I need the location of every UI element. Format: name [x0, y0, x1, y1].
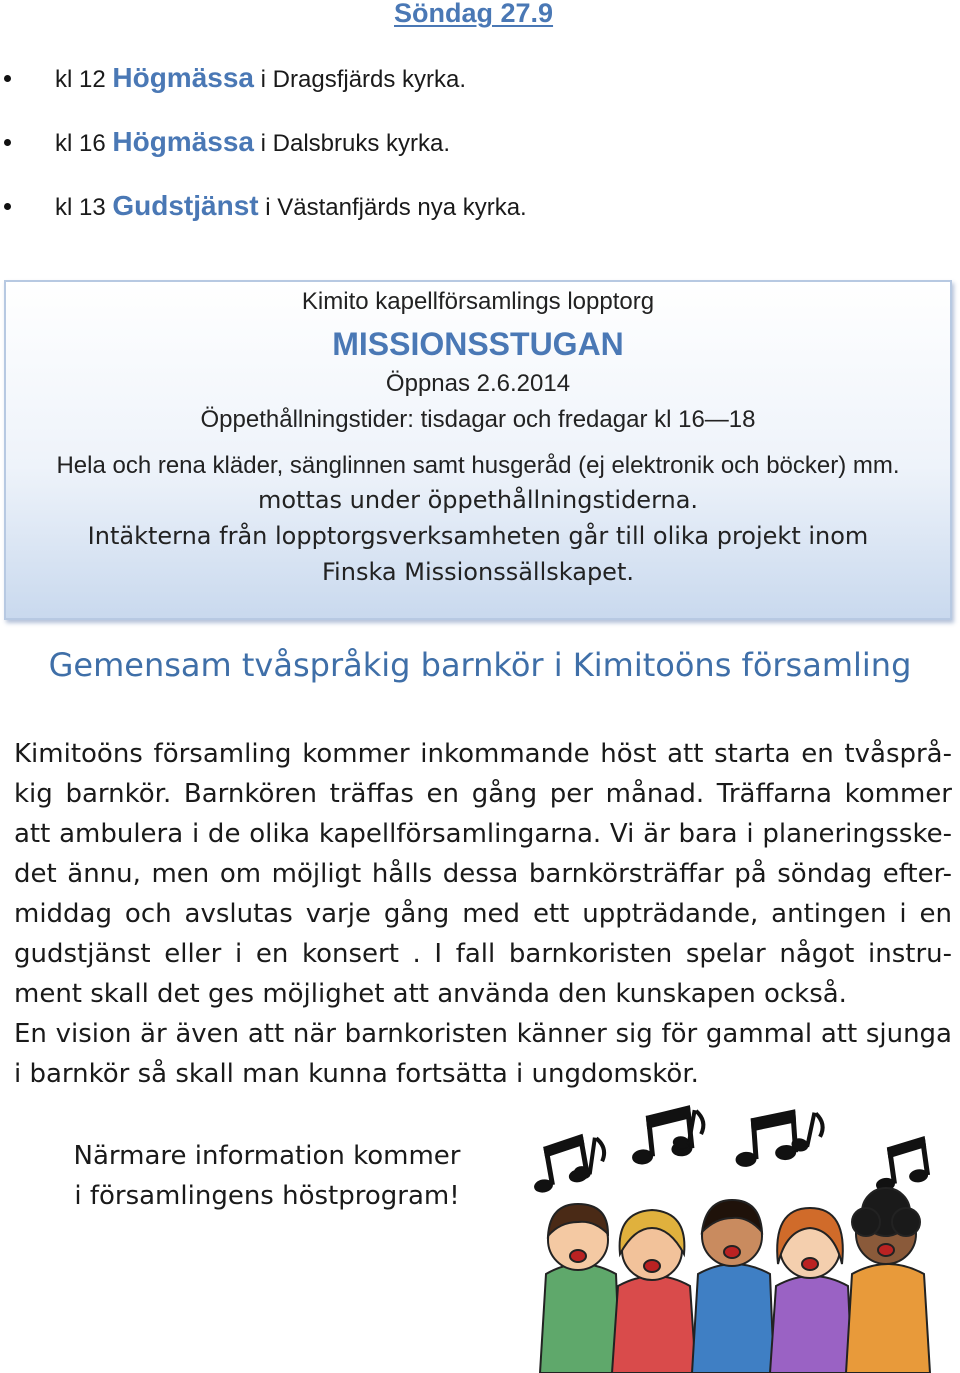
service-type: Högmässa: [112, 62, 254, 93]
paragraph-line: det ännu, men om möjligt hålls dessa barnkörsträffar på söndag efter-: [14, 859, 952, 889]
paragraph-line: gudstjänst eller i en konsert . I fall barnkoristen spelar något instru-: [14, 939, 952, 969]
more-info-line-1: Närmare information kommer: [73, 1141, 461, 1171]
list-item: [0, 119, 527, 183]
service-list: [0, 55, 527, 247]
service-time: kl 12: [55, 66, 106, 93]
more-info-line-2: i församlingens höstprogram!: [74, 1181, 460, 1211]
choir-body: [14, 734, 952, 1094]
music-notes-icon: [527, 1106, 931, 1194]
more-info: [62, 1136, 472, 1216]
singing-children-illustration: [520, 1104, 960, 1373]
flea-market-proceeds-1: Intäkterna från lopptorgsverksamheten går till olika projekt inom: [87, 522, 869, 550]
paragraph-line: kig barnkör. Barnkören träffas en gång per månad. Träffarna kommer: [14, 779, 952, 809]
flea-market-name: MISSIONSSTUGAN: [332, 326, 624, 362]
paragraph-line: middag och avslutas varje gång med ett uppträdande, antingen i en: [14, 899, 952, 929]
paragraph-line: att ambulera i de olika kapellförsamlingarna. Vi är bara i planeringsske-: [14, 819, 952, 849]
flea-market-accepts-1: Hela och rena kläder, sänglinnen samt husgeråd (ej elektronik och böcker) mm.: [56, 452, 900, 479]
paragraph-line: ment skall det ges möjlighet att använda den kunskapen också.: [14, 979, 847, 1009]
paragraph-line: En vision är även att när barnkoristen känner sig för gammal att sjunga: [14, 1019, 952, 1049]
paragraph-line: i barnkör så skall man kunna fortsätta i ungdomskör.: [14, 1059, 699, 1089]
list-item: [0, 55, 527, 119]
flea-market-box: [4, 280, 952, 620]
flea-market-opens: Öppnas 2.6.2014: [385, 370, 571, 397]
children-figures: [540, 1188, 930, 1373]
flea-market-intro: Kimito kapellförsamlings lopptorg: [301, 288, 655, 315]
date-heading: Söndag 27.9: [394, 0, 554, 28]
paragraph-line: Kimitoöns församling kommer inkommande höst att starta en tvåsprå-: [14, 739, 952, 769]
service-place: i Dalsbruks kyrka.: [260, 130, 451, 157]
bullet-icon: [4, 139, 11, 146]
service-type: Gudstjänst: [112, 190, 259, 221]
service-time: kl 16: [55, 130, 106, 157]
service-place: i Västanfjärds nya kyrka.: [265, 194, 527, 221]
bullet-icon: [4, 203, 11, 210]
bullet-icon: [4, 75, 11, 82]
service-type: Högmässa: [112, 126, 254, 157]
service-place: i Dragsfjärds kyrka.: [260, 66, 467, 93]
flea-market-accepts-2: mottas under öppethållningstiderna.: [257, 486, 699, 514]
choir-heading: Gemensam tvåspråkig barnkör i Kimitoöns församling: [48, 646, 912, 684]
list-item: [0, 183, 527, 247]
service-time: kl 13: [55, 194, 106, 221]
flea-market-hours: Öppethållningstider: tisdagar och fredagar kl 16—18: [200, 406, 756, 433]
flea-market-proceeds-2: Finska Missionssällskapet.: [322, 558, 634, 586]
